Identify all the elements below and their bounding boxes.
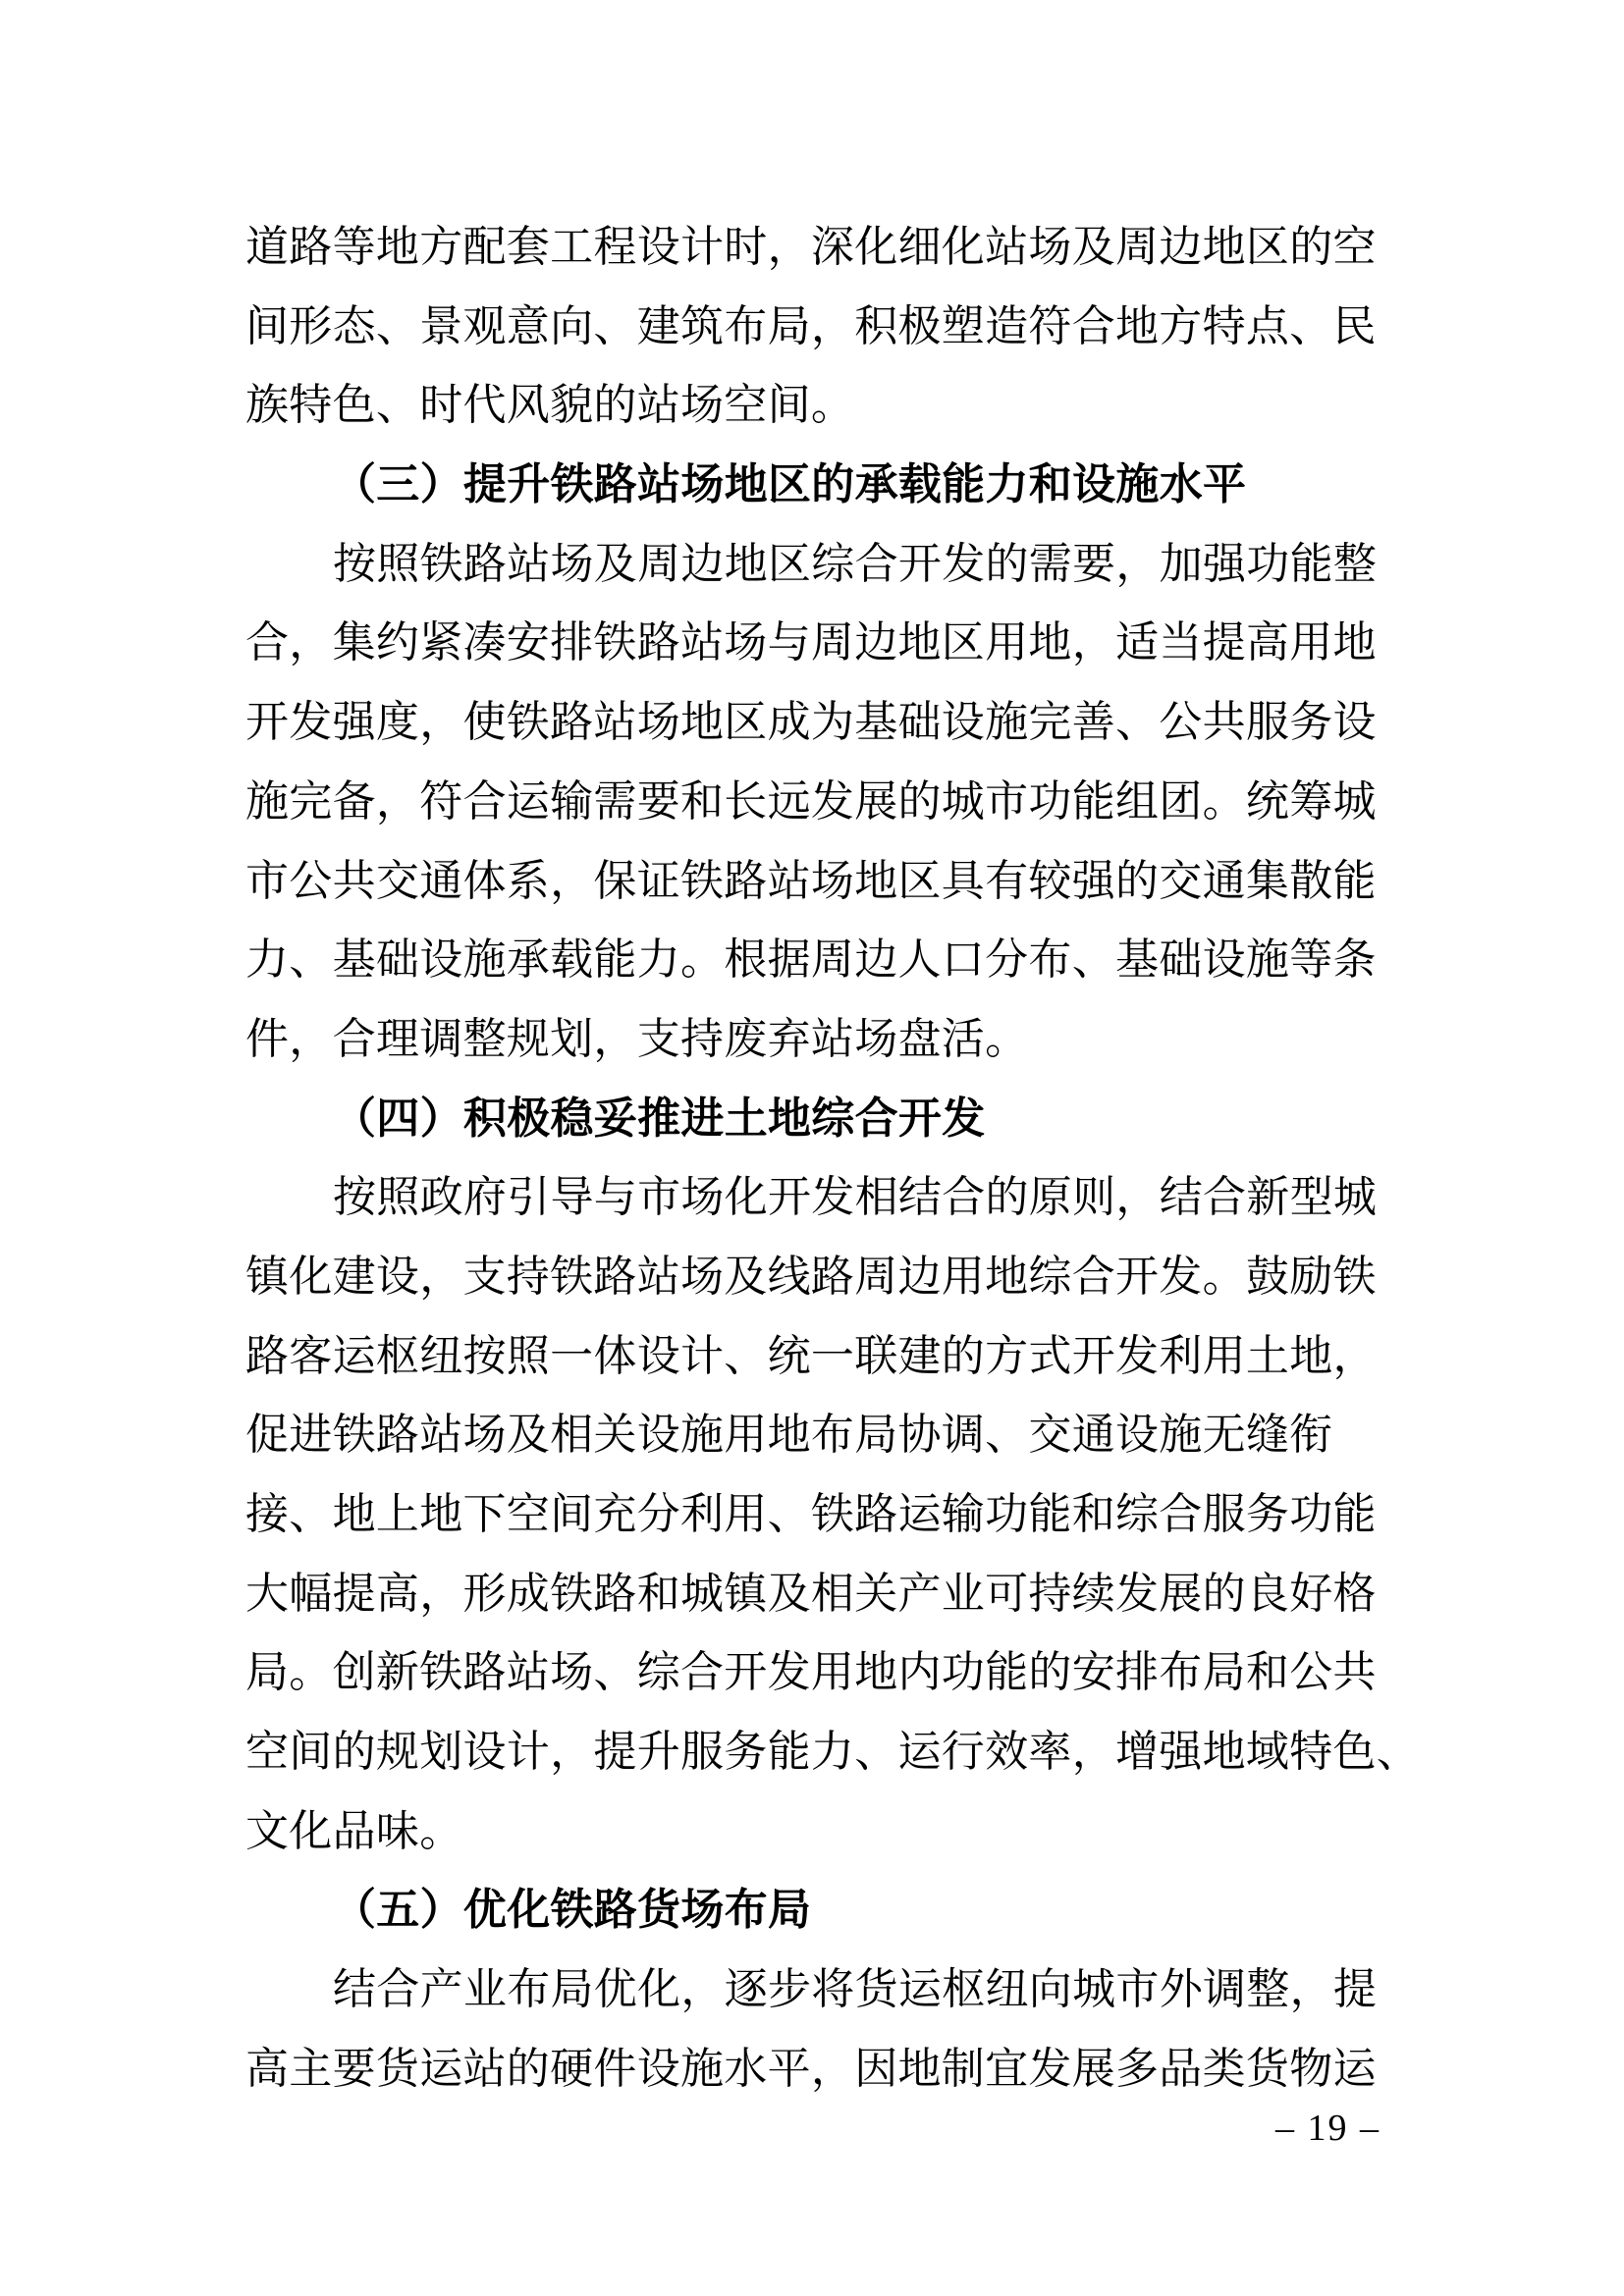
text-line: 按照铁路站场及周边地区综合开发的需要，加强功能整 [333,539,1378,588]
text-line: 路客运枢纽按照一体设计、统一联建的方式开发利用土地， [245,1331,1377,1380]
text-line: 力、基础设施承载能力。根据周边人口分布、基础设施等条 [245,935,1377,985]
section-heading: （四）积极稳妥推进土地综合开发 [333,1094,986,1143]
text-line: 市公共交通体系，保证铁路站场地区具有较强的交通集散能 [245,856,1377,905]
text-line: 空间的规划设计，提升服务能力、运行效率，增强地域特色、 [245,1728,1421,1777]
text-line: 合，集约紧凑安排铁路站场与周边地区用地，适当提高用地 [245,618,1377,667]
text-line: 接、地上地下空间充分利用、铁路运输功能和综合服务功能 [245,1490,1377,1538]
text-line: 大幅提高，形成铁路和城镇及相关产业可持续发展的良好格 [245,1569,1377,1618]
text-line: 局。创新铁路站场、综合开发用地内功能的安排布局和公共 [245,1648,1377,1697]
section-heading: （三）提升铁路站场地区的承载能力和设施水平 [333,460,1247,509]
text-line: 间形态、景观意向、建筑布局，积极塑造符合地方特点、民 [245,301,1377,350]
page-number: – 19 – [1275,2108,1380,2149]
text-line: 件，合理调整规划，支持废弃站场盘活。 [245,1014,1029,1063]
section-heading: （五）优化铁路货场布局 [333,1886,812,1935]
text-line: 文化品味。 [245,1806,463,1855]
text-line: 施完备，符合运输需要和长远发展的城市功能组团。统筹城 [245,776,1377,826]
text-line: 结合产业布局优化，逐步将货运枢纽向城市外调整，提 [333,1965,1378,2014]
text-column [245,208,1421,2109]
text-line: 促进铁路站场及相关设施用地布局协调、交通设施无缝衔 [245,1411,1333,1460]
text-line: 按照政府引导与市场化开发相结合的原则，结合新型城 [333,1173,1378,1222]
text-line: 镇化建设，支持铁路站场及线路周边用地综合开发。鼓励铁 [245,1252,1377,1301]
text-line: 高主要货运站的硬件设施水平，因地制宜发展多品类货物运 [245,2044,1377,2093]
text-line: 族特色、时代风貌的站场空间。 [245,381,855,430]
text-line: 道路等地方配套工程设计时，深化细化站场及周边地区的空 [245,223,1377,271]
text-line: 开发强度，使铁路站场地区成为基础设施完善、公共服务设 [245,698,1377,747]
